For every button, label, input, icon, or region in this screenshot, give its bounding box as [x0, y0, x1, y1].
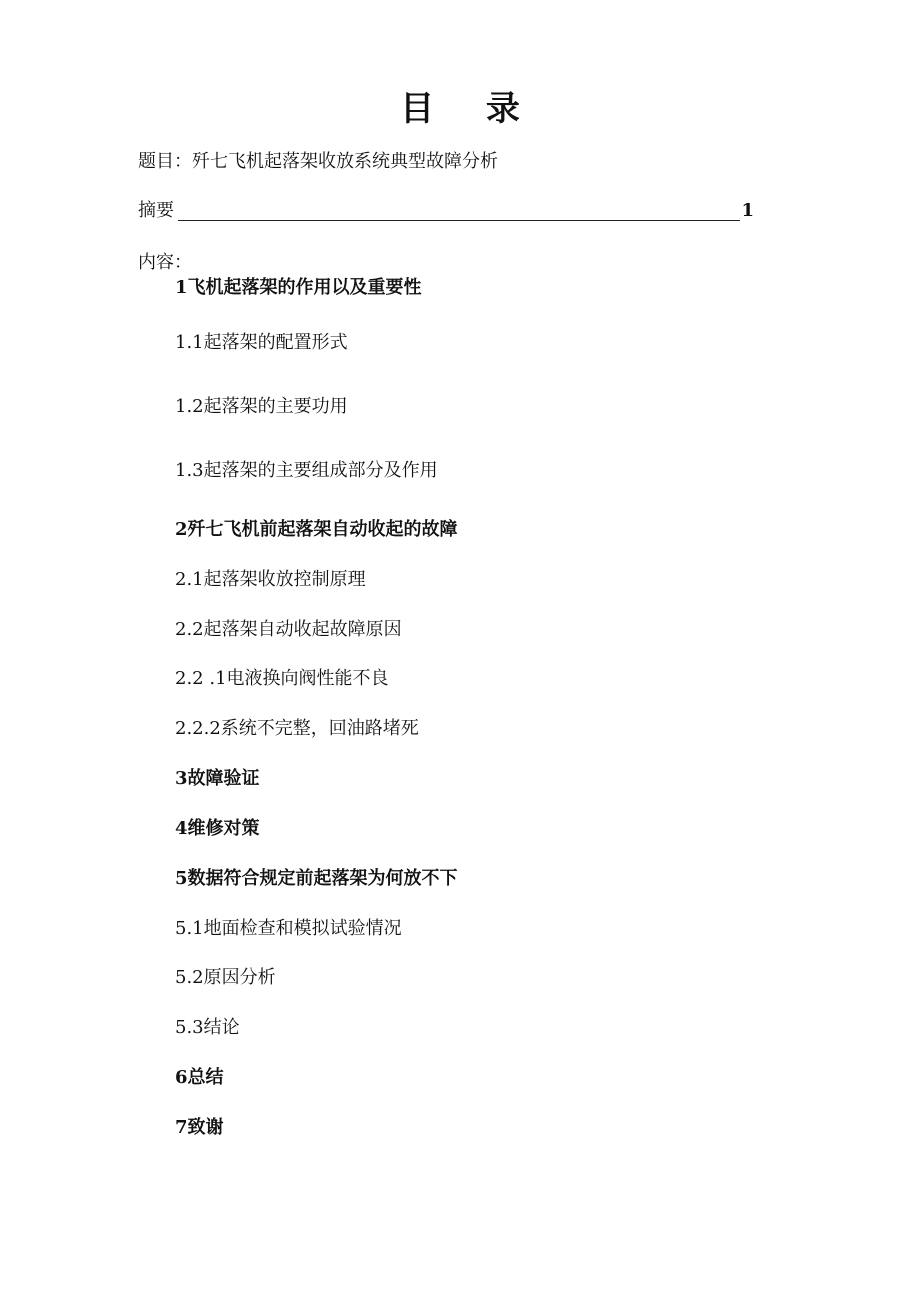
toc-entry-chapter-5[interactable]: 5数据符合规定前起落架为何放不下	[175, 868, 458, 889]
toc-abstract-row[interactable]	[138, 202, 754, 224]
toc-entry-5-3[interactable]: 5.3结论	[175, 1017, 240, 1038]
toc-entry-2-2[interactable]: 2.2起落架自动收起故障原因	[175, 619, 402, 640]
toc-entry-chapter-7[interactable]: 7致谢	[175, 1117, 224, 1138]
contents-label: 内容：	[138, 252, 192, 273]
toc-entry-chapter-2[interactable]: 2歼七飞机前起落架自动收起的故障	[175, 519, 458, 540]
toc-entry-5-2[interactable]: 5.2原因分析	[175, 967, 276, 988]
toc-entry-chapter-6[interactable]: 6总结	[175, 1067, 224, 1088]
toc-entry-2-1[interactable]: 2.1起落架收放控制原理	[175, 569, 366, 590]
toc-abstract-page-number: 1	[741, 200, 754, 221]
page-title: 目 录	[400, 89, 540, 129]
toc-entry-chapter-4[interactable]: 4维修对策	[175, 818, 260, 839]
toc-entry-1-1[interactable]: 1.1起落架的配置形式	[175, 332, 348, 353]
toc-leader-line	[178, 220, 740, 221]
toc-entry-2-2-1[interactable]: 2.2 .1电液换向阀性能不良	[175, 668, 389, 689]
toc-entry-chapter-3[interactable]: 3故障验证	[175, 768, 260, 789]
toc-abstract-label: 摘要	[138, 200, 174, 221]
toc-entry-1-2[interactable]: 1.2起落架的主要功用	[175, 396, 348, 417]
toc-entry-1-3[interactable]: 1.3起落架的主要组成部分及作用	[175, 460, 438, 481]
toc-entry-5-1[interactable]: 5.1地面检查和模拟试验情况	[175, 918, 402, 939]
toc-entry-chapter-1[interactable]: 1飞机起落架的作用以及重要性	[175, 277, 422, 298]
toc-entry-2-2-2[interactable]: 2.2.2系统不完整，回油路堵死	[175, 718, 419, 739]
subject-line: 题目：歼七飞机起落架收放系统典型故障分析	[138, 151, 498, 172]
